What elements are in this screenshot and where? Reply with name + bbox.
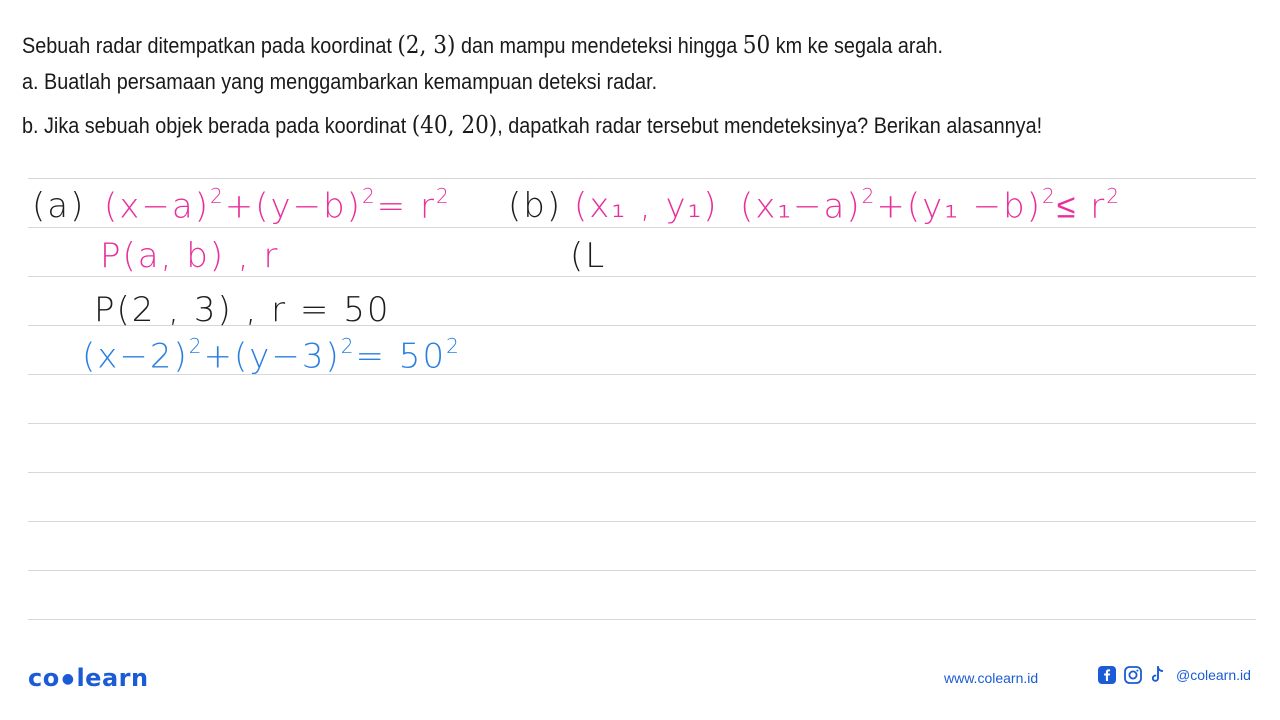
radar-range: 50 <box>742 31 771 59</box>
colearn-logo[interactable]: co ●learn <box>28 664 149 692</box>
website-link[interactable]: www.colearn.id <box>944 670 1039 686</box>
detection-inequality: $(x_1-a)^2+(y_1 -b)^2\le r^2$ <box>740 184 1121 227</box>
rule-line <box>28 619 1256 620</box>
rule-line <box>28 570 1256 571</box>
rule-line <box>28 423 1256 424</box>
question-part-b: b. Jika sebuah objek berada pada koordinat (40, 20), dapatkah radar tersebut mendeteksinya? Berikan alasannya! <box>22 110 1043 139</box>
rule-line <box>28 521 1256 522</box>
circle-equation-specific: $(x-2)^2+(y-3)^2= 50^2$ <box>82 334 461 377</box>
rule-line <box>28 227 1256 228</box>
facebook-icon[interactable] <box>1098 666 1116 684</box>
radar-coordinate: (2, 3) <box>397 31 456 59</box>
brand-dot: ● <box>61 671 75 687</box>
rule-line <box>28 472 1256 473</box>
object-point-general: (x₁ , y₁) <box>574 186 719 226</box>
instagram-icon[interactable] <box>1124 666 1142 684</box>
tiktok-icon[interactable] <box>1150 666 1166 684</box>
footer <box>0 650 1280 720</box>
rule-line <box>28 276 1256 277</box>
rule-line <box>28 178 1256 179</box>
answer-a-label: (a) <box>32 186 86 226</box>
circle-center-general: P(a, b) , r <box>100 236 280 276</box>
circle-equation-general: $(x-a)^2+(y-b)^2= r^2$ <box>104 184 451 227</box>
question-text <box>22 30 1145 154</box>
social-handle[interactable]: @colearn.id <box>1176 667 1251 683</box>
question-intro: Sebuah radar ditempatkan pada koordinat (2, 3) dan mampu mendeteksi hingga 50 km ke segala arah. <box>22 31 944 59</box>
social-links <box>1098 666 1251 684</box>
answer-b-label: (b) <box>508 186 563 226</box>
question-part-a: a. Buatlah persamaan yang menggambarkan kemampuan deteksi radar. <box>22 69 658 94</box>
object-coordinate: (40, 20) <box>411 110 498 139</box>
partial-answer-b: (L <box>570 236 607 276</box>
given-center-radius: P(2 , 3) , r = 50 <box>94 290 391 330</box>
